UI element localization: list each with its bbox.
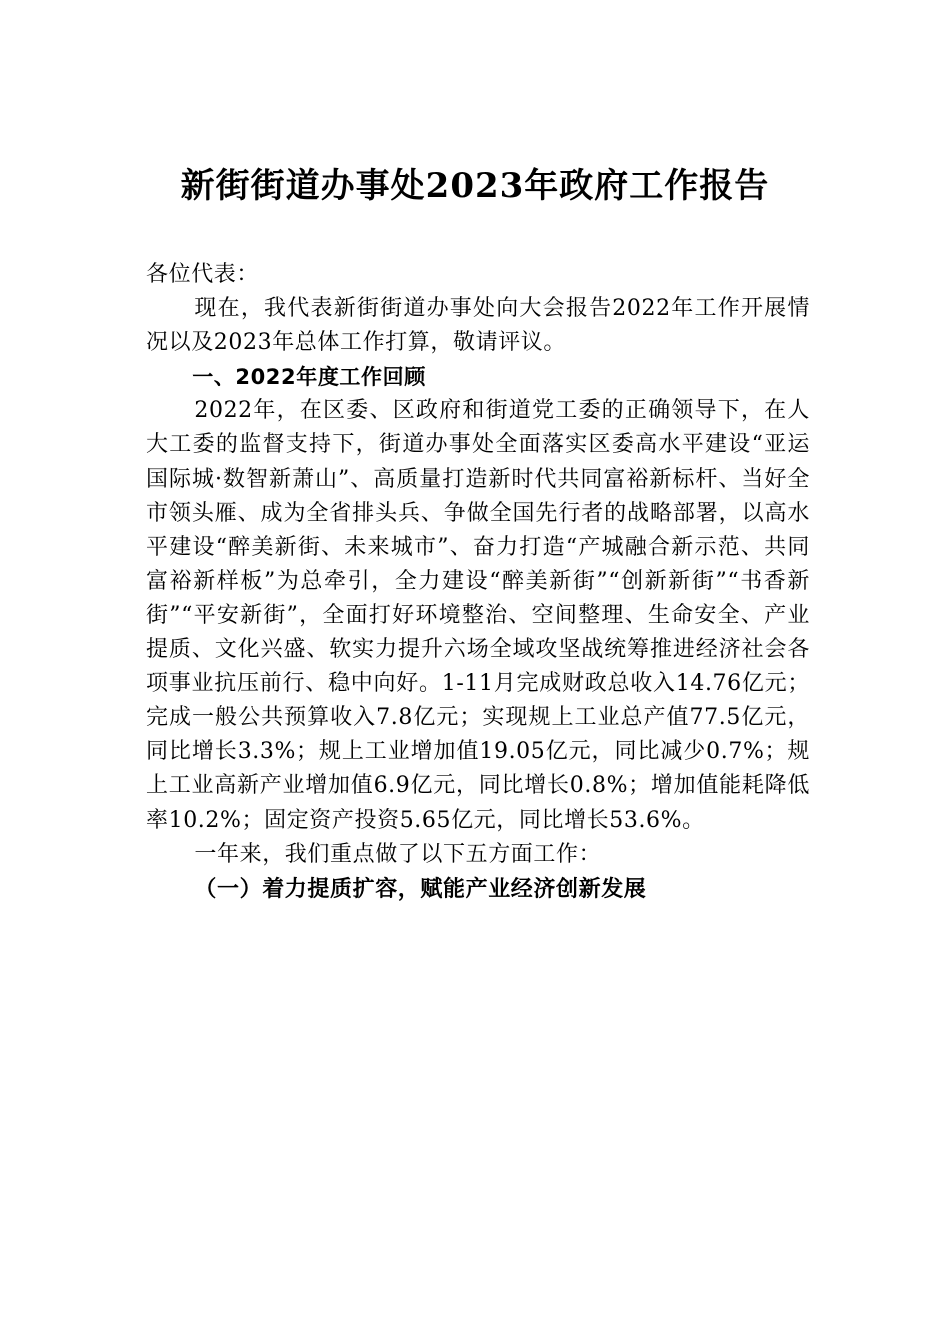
subsection-heading: （一）着力提质扩容，赋能产业经济创新发展 — [194, 875, 647, 902]
summary-line: 一年来，我们重点做了以下五方面工作： — [194, 841, 602, 867]
intro-paragraph: 现在，我代表新街街道办事处向大会报告2022年工作开展情况以及2023年总体工作打算，敬请评议。 — [146, 296, 810, 356]
salutation: 各位代表： — [146, 262, 260, 287]
document-body — [146, 258, 810, 906]
section-heading: 一、2022年度工作回顾 — [192, 365, 426, 390]
document-title: 新街街道办事处2023年政府工作报告 — [180, 166, 770, 206]
review-paragraph: 2022年，在区委、区政府和街道党工委的正确领导下，在人大工委的监督支持下，街道办事处全面落实区委高水平建设“亚运国际城·数智新萧山”、高质量打造新时代共同富裕新标杆、当好全市领头雁、成为全省排头兵、争做全国先行者的战略部署，以高水平建设“醉美新街、未来城市”、奋力打造“产城融合新示范、共同富裕新样板”为总牵引，全力建设“醉美新街”“创新新街”“书香新街”“平安新街”，全面打好环境整治、空间整理、生命安全、产业提质、文化兴盛、软实力提升六场全域攻坚战统筹推进经济社会各项事业抗压前行、稳中向好。1-11月完成财政总收入14.76亿元；完成一般公共预算收入7.8亿元；实现规上工业总产值77.5亿元，同比增长3.3%；规上工业增加值19.05亿元，同比减少0.7%；规上工业高新产业增加值6.9亿元，同比增长0.8%；增加值能耗降低率10.2%；固定资产投资5.65亿元，同比增长53.6%。 — [146, 398, 810, 833]
